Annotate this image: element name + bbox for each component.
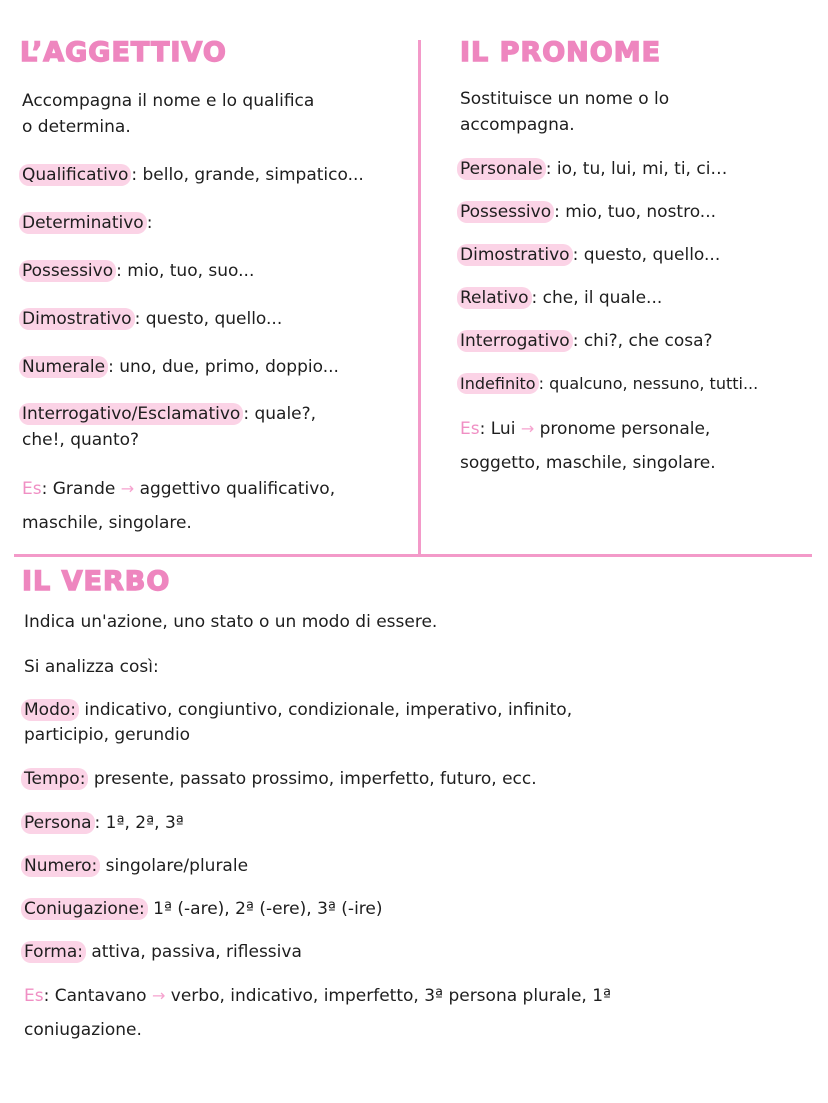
modo-text: indicativo, congiuntivo, condizionale, imperativo, infinito,	[79, 700, 573, 720]
vertical-divider	[418, 40, 421, 555]
interrogativo-text: : quale?,	[243, 404, 317, 424]
verbo-analyze: Si analizza così:	[24, 657, 159, 677]
possessivo-label: Possessivo	[457, 201, 554, 223]
coniugazione-label: Coniugazione:	[21, 898, 148, 920]
qualificativo-label: Qualificativo	[19, 164, 131, 186]
aggettivo-example-2: maschile, singolare.	[22, 513, 192, 533]
numero-text: singolare/plurale	[100, 856, 249, 876]
es-label: Es	[460, 419, 480, 439]
determinativo-text: :	[146, 213, 153, 233]
personale-label: Personale	[457, 158, 546, 180]
verbo-forma	[24, 939, 302, 965]
modo-label: Modo:	[21, 699, 79, 721]
pronome-relativo	[460, 285, 662, 311]
relativo-label: Relativo	[457, 287, 532, 309]
aggettivo-qualificativo	[22, 162, 364, 188]
forma-label: Forma:	[21, 941, 86, 963]
determinativo-label: Determinativo	[19, 212, 147, 234]
aggettivo-intro-2: o determina.	[22, 117, 131, 137]
example-text: pronome personale,	[539, 419, 711, 439]
aggettivo-interrogativo-2: che!, quanto?	[22, 430, 140, 450]
persona-text: : 1ª, 2ª, 3ª	[94, 813, 184, 833]
aggettivo-intro-1: Accompagna il nome e lo qualifica	[22, 91, 315, 111]
example-text: aggettivo qualificativo,	[139, 479, 336, 499]
indefinito-text: : qualcuno, nessuno, tutti...	[538, 374, 759, 393]
indefinito-label: Indefinito	[457, 373, 539, 394]
dimostrativo-text: : questo, quello...	[572, 245, 721, 265]
verbo-example	[24, 983, 611, 1009]
pronome-interrogativo	[460, 328, 713, 354]
tempo-label: Tempo:	[21, 768, 88, 790]
pronome-possessivo	[460, 199, 716, 225]
interrogativo-text: : chi?, che cosa?	[572, 331, 713, 351]
dimostrativo-label: Dimostrativo	[19, 308, 135, 330]
qualificativo-text: : bello, grande, simpatico...	[131, 165, 364, 185]
aggettivo-example	[22, 476, 335, 502]
example-word: : Lui	[479, 419, 516, 439]
es-label: Es	[24, 986, 44, 1006]
example-text: verbo, indicativo, imperfetto, 3ª persona plurale, 1ª	[170, 986, 612, 1006]
pronome-example-2: soggetto, maschile, singolare.	[460, 453, 716, 473]
pronome-intro-1: Sostituisce un nome o lo	[460, 89, 670, 109]
dimostrativo-label: Dimostrativo	[457, 244, 573, 266]
interrogativo-label: Interrogativo	[457, 330, 573, 352]
pronome-personale	[460, 156, 727, 182]
aggettivo-numerale	[22, 354, 339, 380]
persona-label: Persona	[21, 812, 95, 834]
arrow-right-icon: →	[120, 479, 135, 498]
relativo-text: : che, il quale...	[531, 288, 663, 308]
arrow-right-icon: →	[151, 986, 166, 1005]
possessivo-text: : mio, tuo, suo...	[116, 261, 255, 281]
aggettivo-determinativo	[22, 210, 152, 236]
verbo-modo-2: participio, gerundio	[24, 725, 191, 745]
horizontal-divider	[14, 554, 812, 557]
pronome-intro-2: accompagna.	[460, 115, 575, 135]
numerale-label: Numerale	[19, 356, 108, 378]
verbo-coniugazione	[24, 896, 383, 922]
tempo-text: presente, passato prossimo, imperfetto, futuro, ecc.	[88, 769, 537, 789]
possessivo-label: Possessivo	[19, 260, 116, 282]
dimostrativo-text: : questo, quello...	[134, 309, 283, 329]
verbo-numero	[24, 853, 248, 879]
arrow-right-icon: →	[520, 419, 535, 438]
example-word: : Grande	[41, 479, 116, 499]
example-word: : Cantavano	[43, 986, 147, 1006]
aggettivo-possessivo	[22, 258, 254, 284]
pronome-dimostrativo	[460, 242, 720, 268]
numerale-text: : uno, due, primo, doppio...	[108, 357, 339, 377]
numero-label: Numero:	[21, 855, 100, 877]
pronome-example	[460, 416, 710, 442]
verbo-tempo	[24, 766, 537, 792]
verbo-persona	[24, 810, 184, 836]
possessivo-text: : mio, tuo, nostro...	[554, 202, 717, 222]
verbo-example-2: coniugazione.	[24, 1020, 142, 1040]
aggettivo-dimostrativo	[22, 306, 282, 332]
verbo-title: IL VERBO	[22, 566, 171, 597]
aggettivo-interrogativo	[22, 401, 316, 427]
pronome-title: IL PRONOME	[460, 37, 662, 68]
verbo-modo	[24, 697, 572, 723]
verbo-intro: Indica un'azione, uno stato o un modo di essere.	[24, 612, 438, 632]
pronome-indefinito	[460, 371, 758, 397]
personale-text: : io, tu, lui, mi, ti, ci…	[545, 159, 728, 179]
coniugazione-text: 1ª (-are), 2ª (-ere), 3ª (-ire)	[147, 899, 383, 919]
forma-text: attiva, passiva, riflessiva	[85, 942, 302, 962]
aggettivo-title: L’AGGETTIVO	[20, 37, 227, 68]
interrogativo-label: Interrogativo/Esclamativo	[19, 403, 243, 425]
es-label: Es	[22, 479, 42, 499]
